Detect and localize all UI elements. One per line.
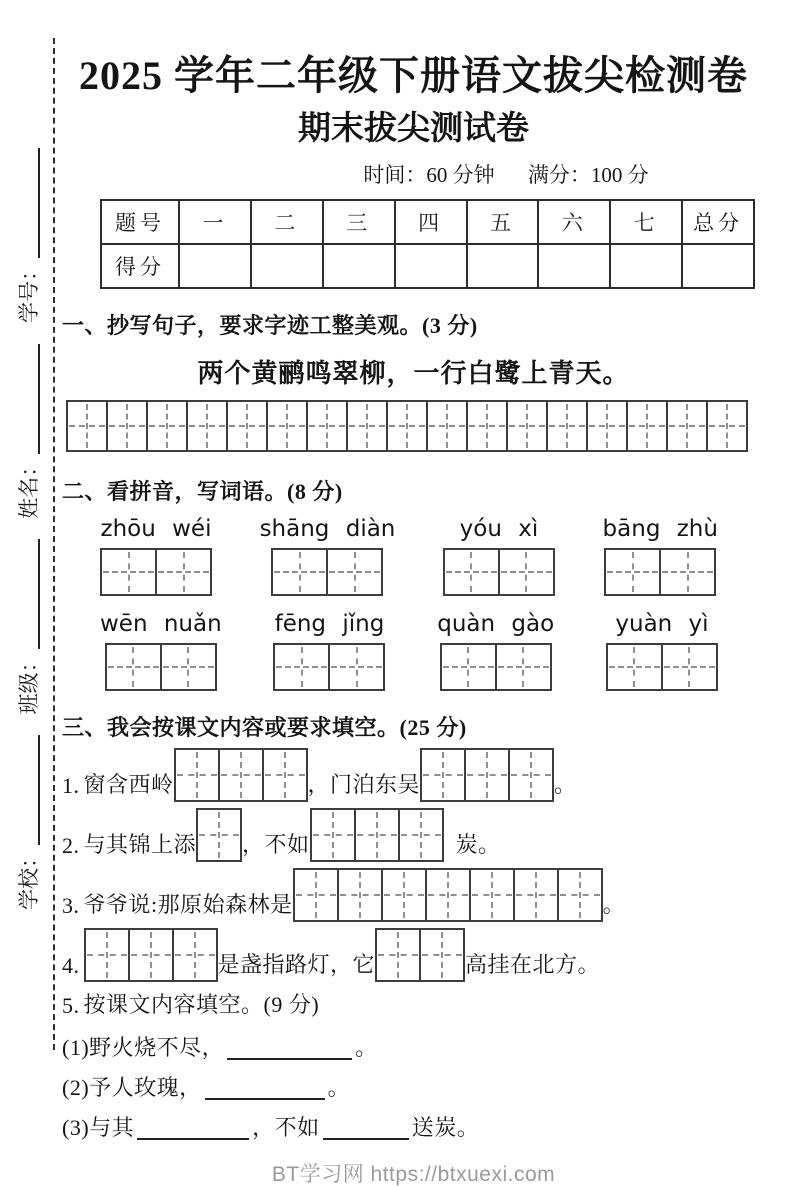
writing-cell: [422, 750, 464, 800]
writing-cell: [506, 402, 546, 450]
writing-grid: [606, 643, 718, 691]
writing-cell: [106, 402, 146, 450]
pinyin-word-group: [603, 516, 718, 596]
writing-cell: [419, 930, 463, 980]
item-text: 按课文内容填空。(9 分): [83, 992, 320, 1018]
pinyin-word-group: [437, 611, 554, 691]
writing-cell: [312, 810, 354, 860]
writing-cell: [659, 550, 714, 594]
score-table-header-row: [102, 201, 753, 243]
writing-cell: [442, 645, 495, 689]
section-two-heading: 二、看拼音，写词语。(8 分): [62, 479, 343, 505]
answer-blank: [227, 1058, 352, 1060]
student-info-field: [13, 735, 43, 910]
writing-cell: [398, 810, 442, 860]
item-text: 窗含西岭: [83, 772, 174, 798]
subitem-text: 。: [327, 1075, 351, 1101]
item-text: 。: [554, 772, 577, 798]
student-info-field: [13, 148, 43, 323]
score-input-cell: [681, 245, 753, 287]
binding-dashed-line: [53, 38, 55, 1050]
student-info-label: 班级：: [17, 651, 41, 715]
writing-cell: [128, 930, 172, 980]
score-table-header-cell: 四: [394, 201, 466, 243]
score-input-cell: [250, 245, 322, 287]
pinyin-word-group: [443, 516, 555, 596]
writing-cell: [186, 402, 226, 450]
item-number: 5.: [62, 993, 80, 1019]
writing-cell: [273, 550, 326, 594]
writing-cell: [262, 750, 306, 800]
writing-cell: [146, 402, 186, 450]
item-text: 。: [602, 892, 626, 918]
pinyin-label: fēng jǐng: [274, 611, 385, 638]
writing-cell: [160, 645, 215, 689]
fill-item: [62, 748, 765, 802]
student-info-field: [13, 539, 43, 714]
score-input-cell: [466, 245, 538, 287]
score-row-label: 得分: [115, 255, 165, 280]
writing-grid: [310, 808, 444, 862]
score-table-score-row: [102, 243, 753, 287]
writing-cell: [107, 645, 160, 689]
item-text: 高挂在北方。: [465, 952, 601, 978]
student-info-field: [13, 344, 43, 519]
writing-grid: [271, 548, 383, 596]
subitem-text: 。: [355, 1035, 378, 1061]
score-table-header-cell: 总分: [681, 201, 753, 243]
pinyin-word-group: [273, 611, 385, 691]
pinyin-label: bāng zhù: [602, 516, 718, 543]
writing-cell: [354, 810, 398, 860]
student-info-rotated-area: [6, 148, 50, 910]
pinyin-label: yóu xì: [459, 516, 539, 543]
item-number: 4.: [62, 953, 80, 979]
student-info-fields: [6, 148, 50, 910]
student-info-label: 学号：: [17, 260, 41, 324]
writing-grid: [196, 808, 242, 862]
writing-cell: [513, 870, 557, 920]
fill-in-items: [62, 748, 765, 1022]
writing-cell: [469, 870, 513, 920]
fill-item: [62, 988, 765, 1022]
fill-item: [62, 928, 765, 982]
writing-cell: [466, 402, 506, 450]
writing-cell: [386, 402, 426, 450]
exam-meta: [62, 159, 765, 189]
exam-title: 2025 学年二年级下册语文拔尖检测卷: [79, 53, 748, 98]
writing-cell: [381, 870, 425, 920]
site-watermark: BT学习网 https://btxuexi.com: [271, 1163, 556, 1187]
pinyin-label: shāng diàn: [259, 516, 396, 543]
fill-item: [62, 868, 765, 922]
writing-cell: [346, 402, 386, 450]
item-number: 3.: [62, 893, 80, 919]
writing-grid: [273, 643, 385, 691]
pinyin-row: [100, 516, 718, 596]
student-info-blank: [38, 148, 40, 258]
writing-grid: [105, 643, 217, 691]
writing-cell: [626, 402, 666, 450]
student-info-label: 姓名：: [17, 455, 41, 519]
pinyin-label: zhōu wéi: [100, 516, 212, 543]
writing-grid: [443, 548, 555, 596]
score-table-header-cell: 二: [250, 201, 322, 243]
writing-grid: [100, 548, 212, 596]
score-table-header-cell: 三: [322, 201, 394, 243]
writing-cell: [445, 550, 498, 594]
student-info-blank: [38, 344, 40, 454]
writing-cell: [606, 550, 659, 594]
exam-subtitle: 期末拔尖测试卷: [298, 110, 529, 147]
subitem-text: ，不如: [252, 1115, 320, 1141]
writing-grid: [604, 548, 716, 596]
writing-grid: [66, 400, 748, 452]
writing-cell: [464, 750, 508, 800]
writing-cell: [425, 870, 469, 920]
student-info-blank: [38, 539, 40, 649]
item-number: 2.: [62, 833, 80, 859]
writing-cell: [102, 550, 155, 594]
answer-blank: [323, 1138, 409, 1140]
subitem-number: (2): [62, 1075, 90, 1101]
score-table: [100, 199, 755, 289]
item-text: 与其锦上添: [83, 832, 197, 858]
pinyin-word-group: [260, 516, 396, 596]
writing-cell: [661, 645, 716, 689]
writing-cell: [586, 402, 626, 450]
writing-cell: [498, 550, 553, 594]
writing-cell: [557, 870, 601, 920]
writing-cell: [266, 402, 306, 450]
subitem-number: (3): [62, 1115, 90, 1141]
fill-in-subitems: [62, 1031, 765, 1142]
writing-cell: [172, 930, 216, 980]
writing-cell: [326, 550, 381, 594]
pinyin-row: [100, 611, 718, 691]
writing-cell: [337, 870, 381, 920]
writing-cell: [495, 645, 550, 689]
score-table-header-cell: 七: [609, 201, 681, 243]
copy-writing-grid-row: [66, 400, 765, 455]
writing-cell: [176, 750, 218, 800]
score-input-cell: [609, 245, 681, 287]
writing-grid: [293, 868, 603, 922]
pinyin-word-group: [606, 611, 718, 691]
score-table-header-cell: 一: [178, 201, 250, 243]
writing-cell: [155, 550, 210, 594]
item-text: 炭。: [443, 832, 501, 858]
sub-item: [62, 1031, 765, 1062]
writing-cell: [306, 402, 346, 450]
item-text: 是盏指路灯，它: [217, 952, 376, 978]
exam-content: [62, 0, 765, 1188]
subitem-text: 与其: [89, 1115, 135, 1141]
writing-cell: [68, 402, 106, 450]
subitem-text: 予人玫瑰，: [89, 1075, 202, 1101]
writing-cell: [275, 645, 328, 689]
writing-cell: [86, 930, 128, 980]
time-limit-label: 时间：60 分钟: [363, 163, 495, 188]
item-text: 爷爷说:那原始森林是: [83, 892, 293, 918]
pinyin-words-block: [62, 516, 765, 691]
item-text: ，不如: [242, 832, 310, 858]
pinyin-label: yuàn yì: [615, 611, 709, 638]
writing-grid: [174, 748, 308, 802]
score-table-header-cell: 六: [537, 201, 609, 243]
sub-item: [62, 1071, 765, 1102]
student-info-sidebar: [0, 0, 60, 1122]
writing-cell: [328, 645, 383, 689]
writing-cell: [377, 930, 419, 980]
writing-cell: [608, 645, 661, 689]
sub-item: [62, 1111, 765, 1142]
writing-grid: [84, 928, 218, 982]
writing-cell: [226, 402, 266, 450]
writing-cell: [706, 402, 746, 450]
item-text: ，门泊东吴: [307, 772, 421, 798]
writing-cell: [295, 870, 337, 920]
writing-cell: [546, 402, 586, 450]
score-input-cell: [537, 245, 609, 287]
score-input-cell: [178, 245, 250, 287]
subitem-number: (1): [62, 1035, 90, 1061]
section-three-heading: 三、我会按课文内容或要求填空。(25 分): [62, 715, 467, 741]
writing-grid: [440, 643, 552, 691]
subitem-text: 野火烧不尽，: [89, 1035, 225, 1061]
writing-cell: [198, 810, 240, 860]
writing-cell: [666, 402, 706, 450]
writing-cell: [218, 750, 262, 800]
pinyin-word-group: [100, 611, 222, 691]
item-number: 1.: [62, 773, 80, 799]
writing-cell: [426, 402, 466, 450]
pinyin-label: quàn gào: [437, 611, 555, 638]
writing-grid: [420, 748, 554, 802]
score-input-cell: [322, 245, 394, 287]
answer-blank: [205, 1098, 325, 1100]
student-info-blank: [38, 735, 40, 845]
fill-item: [62, 808, 765, 862]
section-one-heading: 一、抄写句子，要求字迹工整美观。(3 分): [62, 313, 478, 339]
score-table-header-cell: 题号: [115, 211, 165, 236]
writing-grid: [375, 928, 465, 982]
pinyin-word-group: [100, 516, 212, 596]
copy-sentence: 两个黄鹂鸣翠柳，一行白鹭上青天。: [197, 359, 630, 389]
answer-blank: [137, 1138, 249, 1140]
full-score-label: 满分：100 分: [527, 163, 649, 188]
subitem-text: 送炭。: [411, 1115, 480, 1141]
score-table-header-cell: 五: [466, 201, 538, 243]
pinyin-label: wēn nuǎn: [100, 611, 222, 638]
score-input-cell: [394, 245, 466, 287]
student-info-label: 学校：: [17, 847, 41, 910]
writing-cell: [508, 750, 552, 800]
